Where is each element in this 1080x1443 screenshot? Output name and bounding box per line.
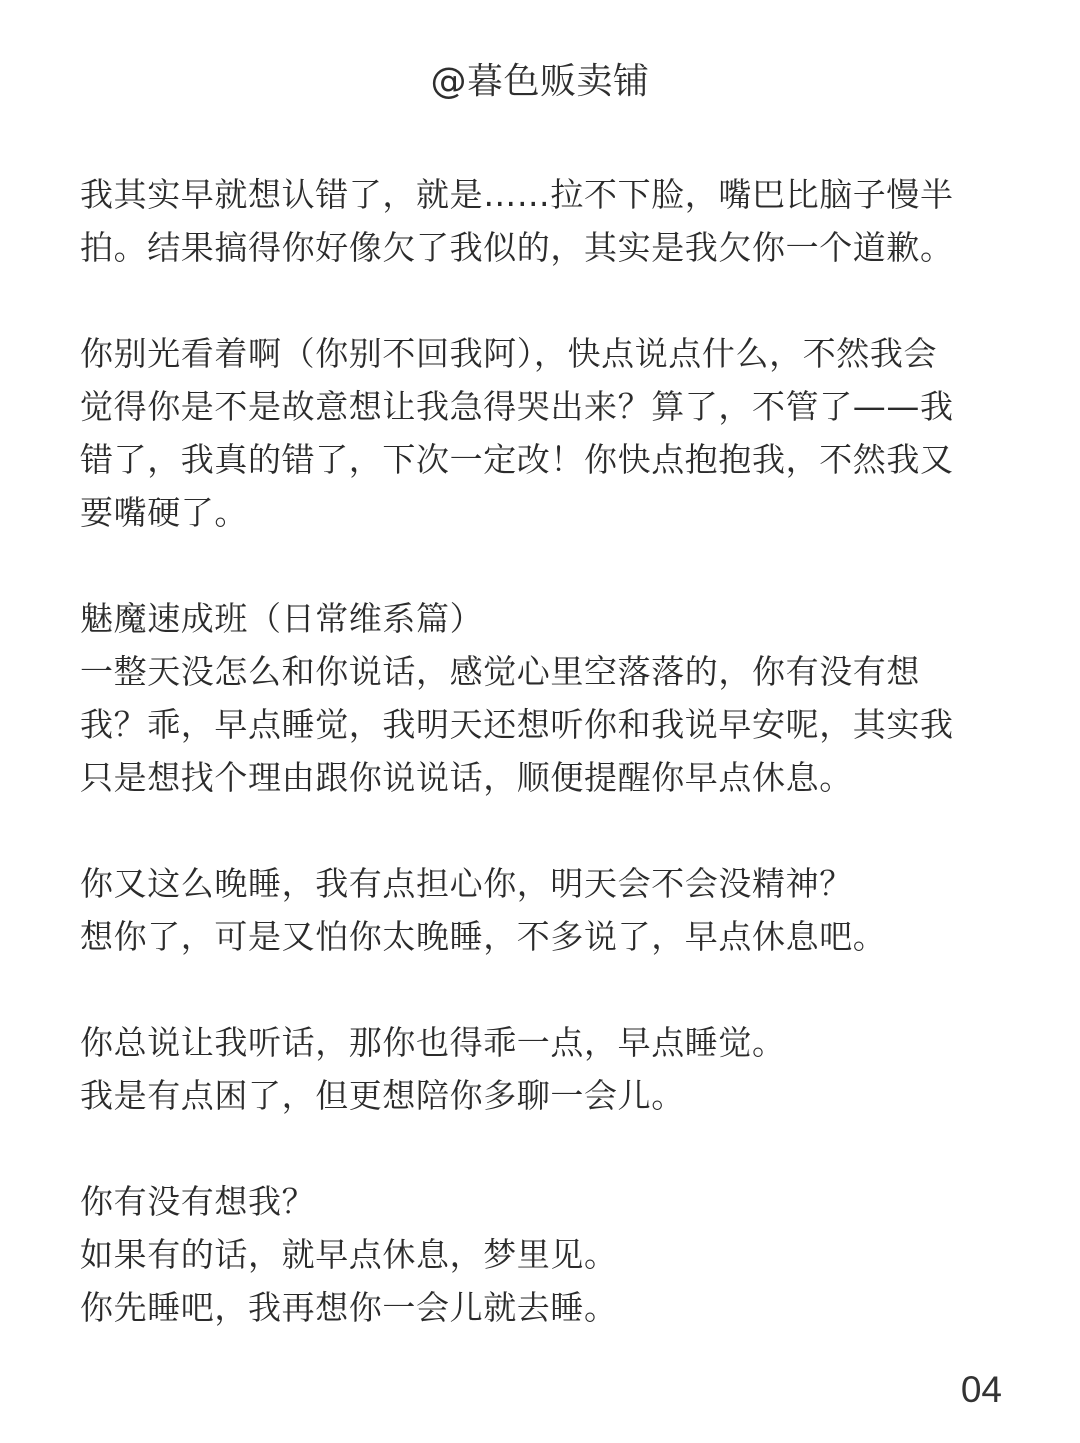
text-line: 要嘴硬了。 <box>80 493 248 532</box>
section-title: 魅魔速成班（日常维系篇） <box>80 599 484 638</box>
paragraph-miss-me <box>80 1175 1010 1334</box>
paragraph-late-night <box>80 857 1010 963</box>
paragraph-apology <box>80 168 1010 274</box>
text-line: 你有没有想我？ <box>80 1182 316 1221</box>
text-line: 一整天没怎么和你说话，感觉心里空落落的，你有没有想 <box>80 652 920 691</box>
page-number: 04 <box>960 1369 1002 1410</box>
text-line: 我？乖，早点睡觉，我明天还想听你和我说早安呢，其实我 <box>80 705 954 744</box>
text-line: 你又这么晚睡，我有点担心你，明天会不会没精神？ <box>80 864 853 903</box>
text-line: 错了，我真的错了，下次一定改！你快点抱抱我，不然我又 <box>80 440 954 479</box>
text-line: 只是想找个理由跟你说说话，顺便提醒你早点休息。 <box>80 758 853 797</box>
text-line: 我是有点困了，但更想陪你多聊一会儿。 <box>80 1076 685 1115</box>
text-line: 我其实早就想认错了，就是……拉不下脸，嘴巴比脑子慢半 <box>80 175 954 214</box>
author-handle: @暮色贩卖铺 <box>430 61 650 102</box>
paragraph-urging <box>80 327 1010 539</box>
text-line: 想你了，可是又怕你太晚睡，不多说了，早点休息吧。 <box>80 917 887 956</box>
paragraph-obedient <box>80 1016 1010 1122</box>
text-line: 你别光看着啊（你别不回我阿），快点说点什么，不然我会 <box>80 334 938 373</box>
text-line: 如果有的话，就早点休息，梦里见。 <box>80 1235 618 1274</box>
article-body <box>80 168 1010 1387</box>
text-line: 觉得你是不是故意想让我急得哭出来？算了，不管了——我 <box>80 387 954 426</box>
text-line: 拍。结果搞得你好像欠了我似的，其实是我欠你一个道歉。 <box>80 228 954 267</box>
text-line: 你总说让我听话，那你也得乖一点，早点睡觉。 <box>80 1023 786 1062</box>
paragraph-daily-section <box>80 592 1010 804</box>
text-line: 你先睡吧，我再想你一会儿就去睡。 <box>80 1288 618 1327</box>
